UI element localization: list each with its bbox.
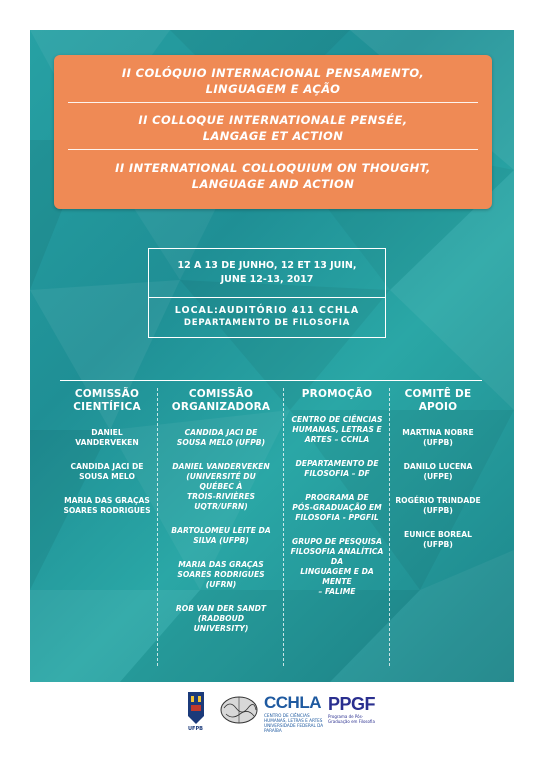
column-heading: COMISSÃO ORGANIZADORA <box>171 388 271 413</box>
title-separator <box>68 102 478 103</box>
column-promotion <box>286 388 388 611</box>
column-divider <box>283 388 284 666</box>
column-support-committee <box>392 388 484 564</box>
sponsor-logos <box>170 690 382 740</box>
location-line: LOCAL:AUDITÓRIO 411 CCHLA <box>174 305 360 316</box>
member-name: DANIEL VANDERVEKEN (UNIVERSITÉ DU QUÉBEC À TROIS-RIVIÈRES UQTR/UFRN) <box>172 462 270 511</box>
title-line-en-2: LANGUAGE AND ACTION <box>191 177 355 191</box>
column-heading: COMISSÃO CIENTÍFICA <box>73 388 141 413</box>
date-location-box <box>148 248 386 338</box>
date-separator <box>149 297 385 298</box>
title-line-fr-2: LANGAGE ET ACTION <box>202 129 344 143</box>
column-organizing-committee <box>160 388 282 648</box>
member-name: CANDIDA JACI DE SOUSA MELO <box>70 462 144 481</box>
member-name: ROGÉRIO TRINDADE (UFPB) <box>395 496 481 515</box>
member-name: EUNICE BOREAL (UFPB) <box>404 530 472 549</box>
column-divider <box>389 388 390 666</box>
member-name: DANILO LUCENA (UFPE) <box>403 462 473 481</box>
promoter-name: DEPARTAMENTO DE FILOSOFIA – DF <box>295 459 379 478</box>
title-separator <box>68 149 478 150</box>
member-name: DANIEL VANDERVEKEN <box>75 428 139 447</box>
title-box <box>54 55 492 209</box>
ppgf-subtitle: Programa de Pós-Graduação em Filosofia <box>328 714 375 724</box>
member-name: MARTINA NOBRE (UFPB) <box>402 428 474 447</box>
column-scientific-committee <box>58 388 156 530</box>
title-line-en-1: II INTERNATIONAL COLLOQUIUM ON THOUGHT, <box>115 161 431 175</box>
promoter-name: PROGRAMA DE PÓS-GRADUAÇÃO EM FILOSOFIA - PPGFIL <box>292 493 382 522</box>
member-name: MARIA DAS GRAÇAS SOARES RODRIGUES (UFRN) <box>177 560 265 589</box>
date-line-1: 12 A 13 DE JUNHO, 12 ET 13 JUIN, <box>177 260 357 271</box>
date-line-2: JUNE 12-13, 2017 <box>220 274 314 285</box>
brain-logo-icon <box>216 694 262 730</box>
title-line-pt-1: II COLÓQUIO INTERNACIONAL PENSAMENTO, <box>121 66 425 80</box>
ppgf-logo: PPGF <box>328 694 376 714</box>
column-heading: PROMOÇÃO <box>301 388 373 400</box>
member-name: CANDIDA JACI DE SOUSA MELO (UFPB) <box>176 428 266 447</box>
title-line-fr-1: II COLLOQUE INTERNATIONALE PENSÉE, <box>138 113 408 127</box>
member-name: BARTOLOMEU LEITE DA SILVA (UFPB) <box>171 526 271 545</box>
column-heading: COMITÊ DE APOIO <box>404 388 472 413</box>
member-name: MARIA DAS GRAÇAS SOARES RODRIGUES <box>63 496 151 515</box>
promoter-name: GRUPO DE PESQUISA FILOSOFIA ANALÍTICA DA LINGUAGEM E DA MENTE – FALIME <box>290 537 384 596</box>
member-name: ROB VAN DER SANDT (RADBOUD UNIVERSITY) <box>175 604 267 633</box>
columns-top-line <box>60 380 482 381</box>
ufpb-crest-icon <box>182 690 210 726</box>
title-line-pt-2: LINGUAGEM E AÇÃO <box>205 82 341 96</box>
promoter-name: CENTRO DE CIÊNCIAS HUMANAS, LETRAS E ARTES – CCHLA <box>291 415 383 444</box>
department-line: DEPARTAMENTO DE FILOSOFIA <box>183 318 351 328</box>
ufpb-label: UFPB <box>188 726 203 732</box>
cchla-subtitle: CENTRO DE CIÊNCIAS HUMANAS, LETRAS E ARTES UNIVERSIDADE FEDERAL DA PARAÍBA <box>264 713 324 733</box>
cchla-logo: CCHLA <box>264 693 321 712</box>
column-divider <box>157 388 158 666</box>
